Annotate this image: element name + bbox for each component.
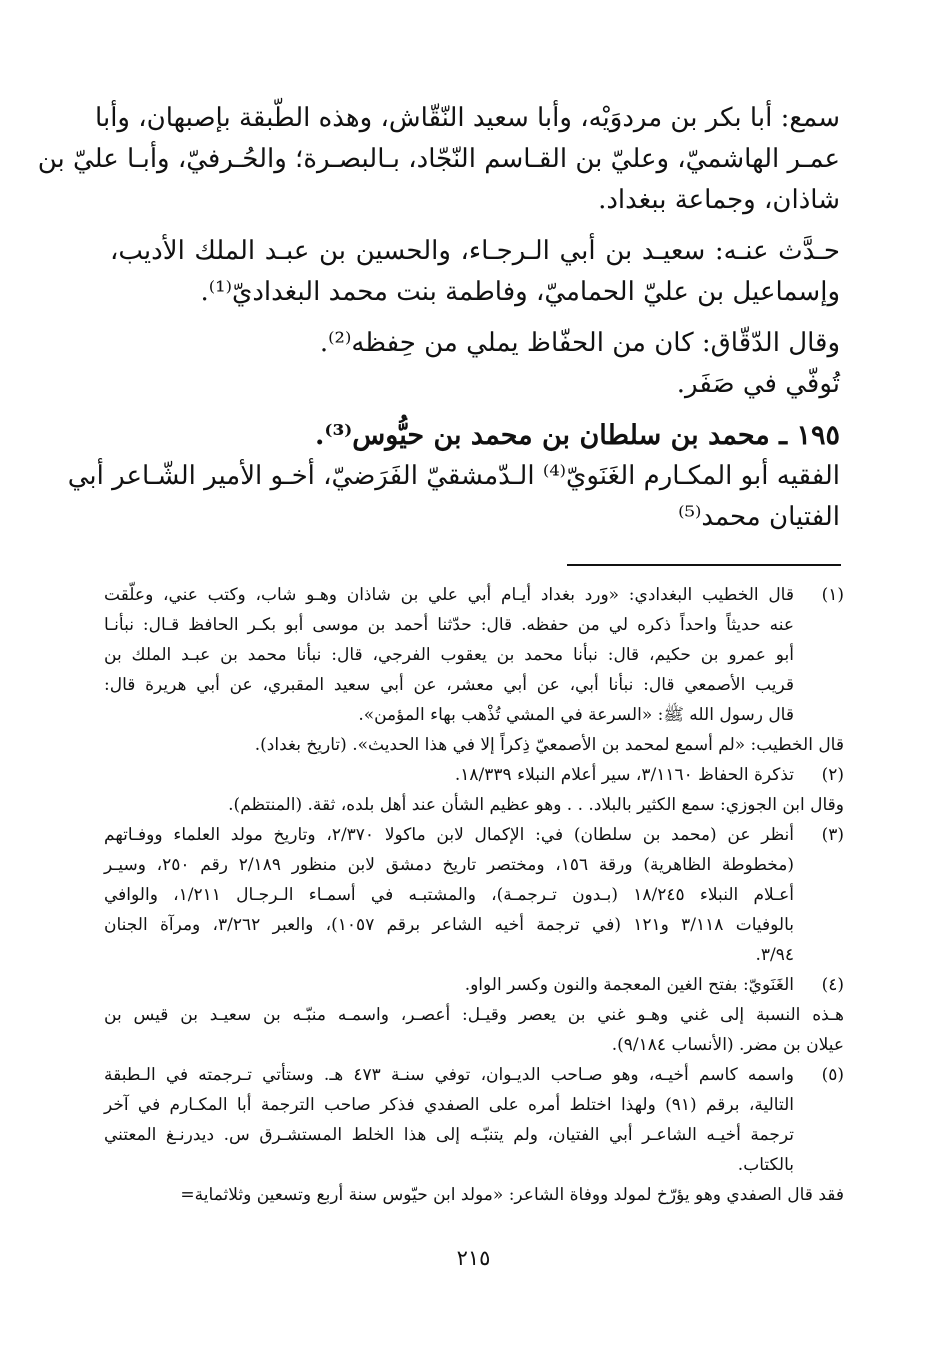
footnote-2-continuation: وقال ابن الجوزي: سمع الكثير بالبلاد. . . وهو عظيم الشأن عند أهل بلده، ثقة. (المنتظم). (228, 795, 844, 815)
footnote-2 (104, 760, 844, 790)
footnote-1 (104, 580, 844, 730)
footnote-line: بالوفيات ٣/١١٨ و١٢١ (في ترجمة أخيه الشاعر برقم ١٠٥٧)، والعبر ٣/٢٦٢، ومرآة الجنان (104, 915, 795, 935)
para3-line: وقال الدّقّاق: كان من الحفّاظ يملي من حِفظه⁽²⁾. (319, 328, 840, 358)
para2-line-2: وإسماعيل بن عليّ الحماميّ، وفاطمة بنت محمد البغداديّ⁽¹⁾. (200, 277, 840, 307)
footnote-number: (٥) (821, 1065, 844, 1085)
footnotes (104, 580, 844, 1210)
footnote-line: قال الخطيب البغدادي: «ورد بغداد أيـام أبي علي بن شاذان وهـو شاب، وكتب عني، وعلّقت (104, 585, 794, 605)
footnote-4-continuation-line: عيلان بن مضر. (الأنساب ٩/١٨٤). (611, 1035, 844, 1055)
entry-heading: ١٩٥ ـ محمد بن سلطان بن محمد بن حيُّوس⁽³⁾. (314, 420, 840, 451)
footnote-line: بالكتاب. (737, 1155, 794, 1175)
footnote-line: قال رسول الله ﷺ: «السرعة في المشي تُذْهب بهاء المؤمن». (358, 705, 794, 725)
footnote-5 (104, 1060, 844, 1180)
footnote-divider (567, 564, 841, 566)
footnote-line: عنه حديثاً واحداً ذكره لي من حفظه. قال: حدّثنا أحمد بن موسى أبو بكـر الحافظ قـال: نبأنـا (104, 615, 794, 635)
footnote-line: الغَنَويّ: بفتح الغين المعجمة والنون وكسر الواو. (464, 975, 794, 995)
footnote-line: التالية، برقم (٩١) ولهذا اختلط أمره على الصفدي فذكر صاحب الترجمة أبا المكـارم في آخر (104, 1095, 794, 1115)
footnote-line: ترجمة أخيـه الشاعـر أبي الفتيان، ولم يتنبّـه إلى هذا الخلط المستشـرق س. ديدرنـغ المعتني (104, 1125, 794, 1145)
footnote-number: (٤) (821, 975, 844, 995)
para1-line-2: عمـر الهاشميّ، وعليّ بن القـاسم النّجّاد، بـالبصـرة؛ والحُـرفيّ، وأبـا عليّ بن (37, 144, 840, 174)
footnote-number: (١) (821, 585, 844, 605)
footnote-line: تذكرة الحفاظ ٣/١١٦٠، سير أعلام النبلاء ١٨/٣٣٩. (454, 765, 794, 785)
footnote-line: أنظر عن (محمد بن سلطان) في: الإكمال لابن ماكولا ٢/٣٧٠، وتاريخ مولد العلماء ووفـاتهم (104, 825, 794, 845)
footnote-number: (٣) (821, 825, 844, 845)
footnote-line: (مخطوطة الظاهرية) ورقة ١٥٦، ومختصر تاريخ دمشق لابن منظور ٢/١٨٩ رقم ٢٥٠، وسيـر (104, 855, 794, 875)
para2-line-1: حـدَّث عنـه: سعيـد بن أبي الـرجـاء، والحسين بن عبـد الملك الأديب، (110, 236, 840, 266)
footnote-line: ٣/٩٤. (755, 945, 794, 965)
footnote-number: (٢) (821, 765, 844, 785)
footnote-line: أبو عمرو بن حكيم، قال: نبأنا محمد بن يعقوب الفرجي، قال: نبأنا محمد بن عبـد الملك بن (104, 645, 794, 665)
footnote-line: قريب الأصمعي قال: نبأنا أبي، عن أبي معشر، عن أبي سعيد المقبري، عن أبي هريرة قال: (104, 675, 794, 695)
footnote-4-continuation-line: هـذه النسبة إلى غني وهـو غني بن يعصر وقيـل: أعصـر، واسمـه منبّـه بن سعيـد بن قيس بن (104, 1005, 844, 1025)
footnote-5-continuation: فقد قال الصفدي وهو يؤرّخ لمولد ووفاة الشاعر: «مولد ابن حيّوس سنة أربع وتسعين وثلاثماية= (180, 1185, 844, 1205)
main-text (37, 98, 840, 538)
footnote-line: واسمه كاسم أخيـه، وهو صـاحب الديـوان، توفي سنـة ٤٧٣ هـ. وستأتي تـرجمته في الـطبقة (104, 1065, 794, 1085)
page-number: ٢١٥ (456, 1246, 491, 1270)
footnote-4 (104, 970, 844, 1000)
para5-line-2: الفتيان محمد⁽⁵⁾ (678, 502, 840, 532)
para5-line-1: الفقيه أبو المكـارم الغَنَويّ⁽⁴⁾ الـدّمشقيّ الفَرَضيّ، أخـو الأمير الشّـاعر أبي (67, 461, 840, 491)
footnote-1-continuation: قال الخطيب: «لم أسمع لمحمد بن الأصمعيّ ذِكراً إلا في هذا الحديث». (تاريخ بغداد). (254, 735, 844, 755)
footnote-line: أعـلام النبلاء ١٨/٢٤٥ (بـدون تـرجمـة)، والمشتبـه في أسمـاء الـرجـال ١/٢١١، والوافي (104, 885, 794, 905)
footnote-3 (104, 820, 844, 970)
para4-line: تُوفّي في صَفَر. (676, 369, 840, 399)
para1-line-1: سمع: أبا بكر بن مردوَيْه، وأبا سعيد النّقّاش، وهذه الطّبقة بإصبهان، وأبا (95, 103, 840, 133)
para1-line-3: شاذان، وجماعة ببغداد. (598, 185, 840, 215)
